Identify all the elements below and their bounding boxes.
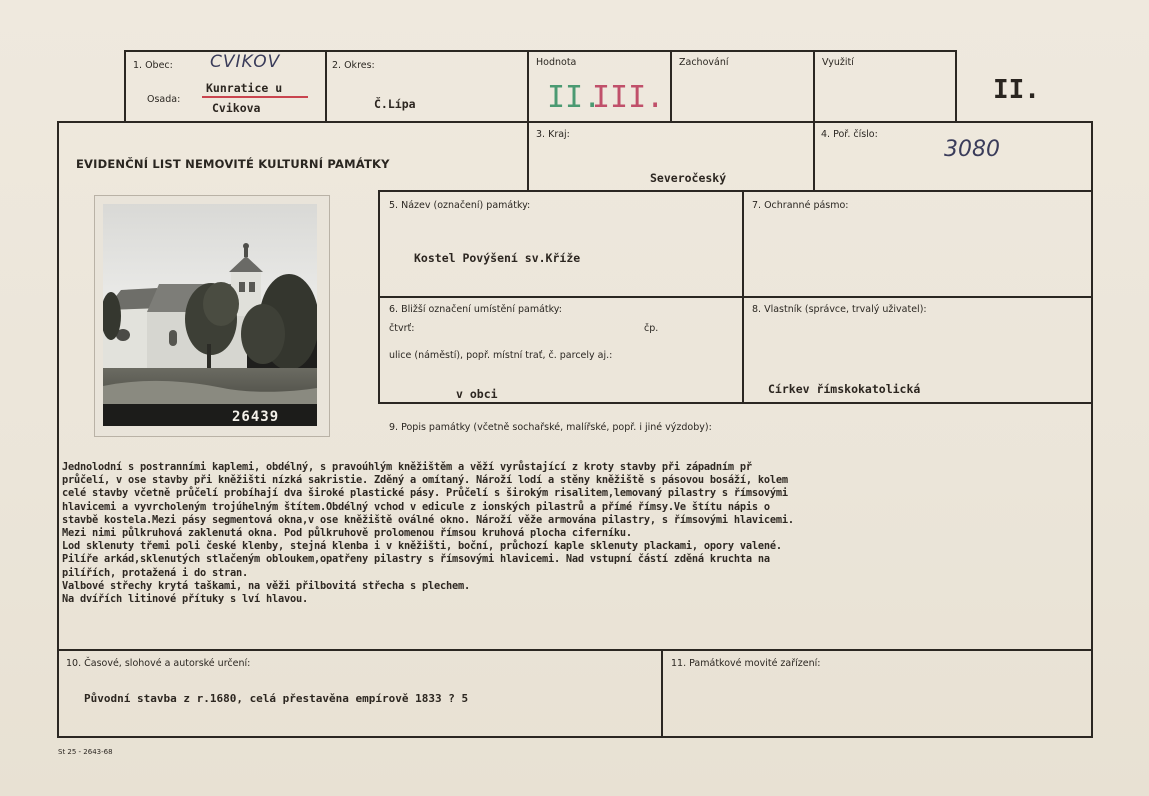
okres-label: 2. Okres: xyxy=(332,60,375,71)
cp-label: čp. xyxy=(644,323,659,334)
casove-label: 10. Časové, slohové a autorské určení: xyxy=(66,658,251,669)
vlastnik-value: Církev římskokatolická xyxy=(768,382,921,396)
description-line: Jednolodní s postranními kaplemi, obdélný, s pravoúhlým kněžištěm a věží vyrůstající z kroty stavby při západním př xyxy=(62,461,752,473)
umisteni-value: v obci xyxy=(456,387,498,401)
description-line: stavbě kostela.Mezi pásy segmentová okna,v ose kněžiště oválné okno. Nároží věže armována pilastry, s římsovými hlavicemi. xyxy=(62,513,794,526)
rule xyxy=(57,121,59,737)
description-line: Lod sklenuty třemi poli české klenby, stejná klenba i v kněžišti, boční, průchozí kaple sklenuty plackami, opory valené. xyxy=(62,540,782,553)
obec-value: CVIKOV xyxy=(210,52,281,72)
rule xyxy=(378,190,1093,192)
church-photo xyxy=(103,204,317,426)
rule xyxy=(57,736,1093,738)
ctvrt-label: čtvrť: xyxy=(389,323,415,334)
rule xyxy=(661,649,663,737)
rule xyxy=(57,649,1093,651)
description-text xyxy=(62,461,1062,606)
hodnota-value-red: III. xyxy=(592,80,665,115)
photo-number: 26439 xyxy=(232,409,280,425)
rule xyxy=(124,50,126,122)
form-title: EVIDENČNÍ LIST NEMOVITÉ KULTURNÍ PAMÁTKY xyxy=(76,157,390,171)
kraj-label: 3. Kraj: xyxy=(536,129,570,140)
red-underline xyxy=(202,96,308,98)
description-line: pilířích, protažená i do stran. xyxy=(62,566,248,579)
rule xyxy=(527,50,529,190)
casove-value: Původní stavba z r.1680, celá přestavěna empírově 1833 ? 5 xyxy=(84,692,469,705)
rule xyxy=(325,50,327,122)
rule xyxy=(57,121,1093,123)
umisteni-label: 6. Bližší označení umístění památky: xyxy=(389,304,562,315)
hodnota-label: Hodnota xyxy=(536,57,577,68)
description-line: Pilíře arkád,sklenutých stlačeným obloukem,opatřeny pilastry s římsovými hlavicemi. Nad vstupní částí zděná kruchta na xyxy=(62,553,770,566)
kraj-value: Severočeský xyxy=(650,171,727,185)
popis-label: 9. Popis památky (včetně sochařské, malířské, popř. i jiné výzdoby): xyxy=(389,422,712,433)
rule xyxy=(378,296,1093,298)
osada-value-line1: Kunratice u xyxy=(206,81,283,95)
osada-label: Osada: xyxy=(147,94,181,105)
por-cislo-label: 4. Poř. číslo: xyxy=(821,129,878,140)
rule xyxy=(1091,121,1093,737)
obec-label: 1. Obec: xyxy=(133,60,173,71)
osada-value-line2: Cvikova xyxy=(212,101,261,115)
vlastnik-label: 8. Vlastník (správce, trvalý uživatel): xyxy=(752,304,927,315)
description-line: celé stavby včetně průčelí probíhají dva široké plastické pásy. Průčelí s širokým risalitem,lemovaný pilastry s římsovými xyxy=(62,487,788,500)
description-line: Valbové střechy krytá taškami, na věži přilbovitá střecha s plechem. xyxy=(62,579,470,592)
hodnota-value-green: II. xyxy=(547,80,602,115)
sheet-number: II. xyxy=(993,75,1040,105)
footer-code: St 25 - 2643-68 xyxy=(58,748,113,756)
zachovani-label: Zachování xyxy=(679,57,729,68)
okres-value: Č.Lípa xyxy=(374,97,416,111)
vyuziti-label: Využití xyxy=(822,57,854,68)
rule xyxy=(955,50,957,122)
description-line: hlavicemi a vyvrcholeným trojúhelným štítem.Obdélný vchod v edicule z ionských pilastrů a přímé římsy.Ve štítu nápis o xyxy=(62,500,770,513)
description-line: Na dvířích litinové přítuky s lví hlavou. xyxy=(62,593,308,606)
rule xyxy=(670,50,672,122)
ulice-label: ulice (náměstí), popř. místní trať, č. parcely aj.: xyxy=(389,350,613,361)
ochranne-pasmo-label: 7. Ochranné pásmo: xyxy=(752,200,849,211)
rule xyxy=(813,50,815,190)
rule xyxy=(378,402,1093,404)
movite-zarizeni-label: 11. Památkové movité zařízení: xyxy=(671,658,821,669)
nazev-value: Kostel Povýšení sv.Kříže xyxy=(414,251,581,265)
description-line: Mezi nimi půlkruhová zaklenutá okna. Pod půlkruhově prolomenou římsou kruhová plocha ciferníku. xyxy=(62,527,632,540)
description-line: průčelí, v ose stavby při kněžišti nízká sakristie. Zděný a omítaný. Nároží lodí a stěny kněžiště s pásovou bosáží, kolem xyxy=(62,474,788,487)
por-cislo-value: 3080 xyxy=(944,137,1000,162)
nazev-label: 5. Název (označení) památky: xyxy=(389,200,531,211)
